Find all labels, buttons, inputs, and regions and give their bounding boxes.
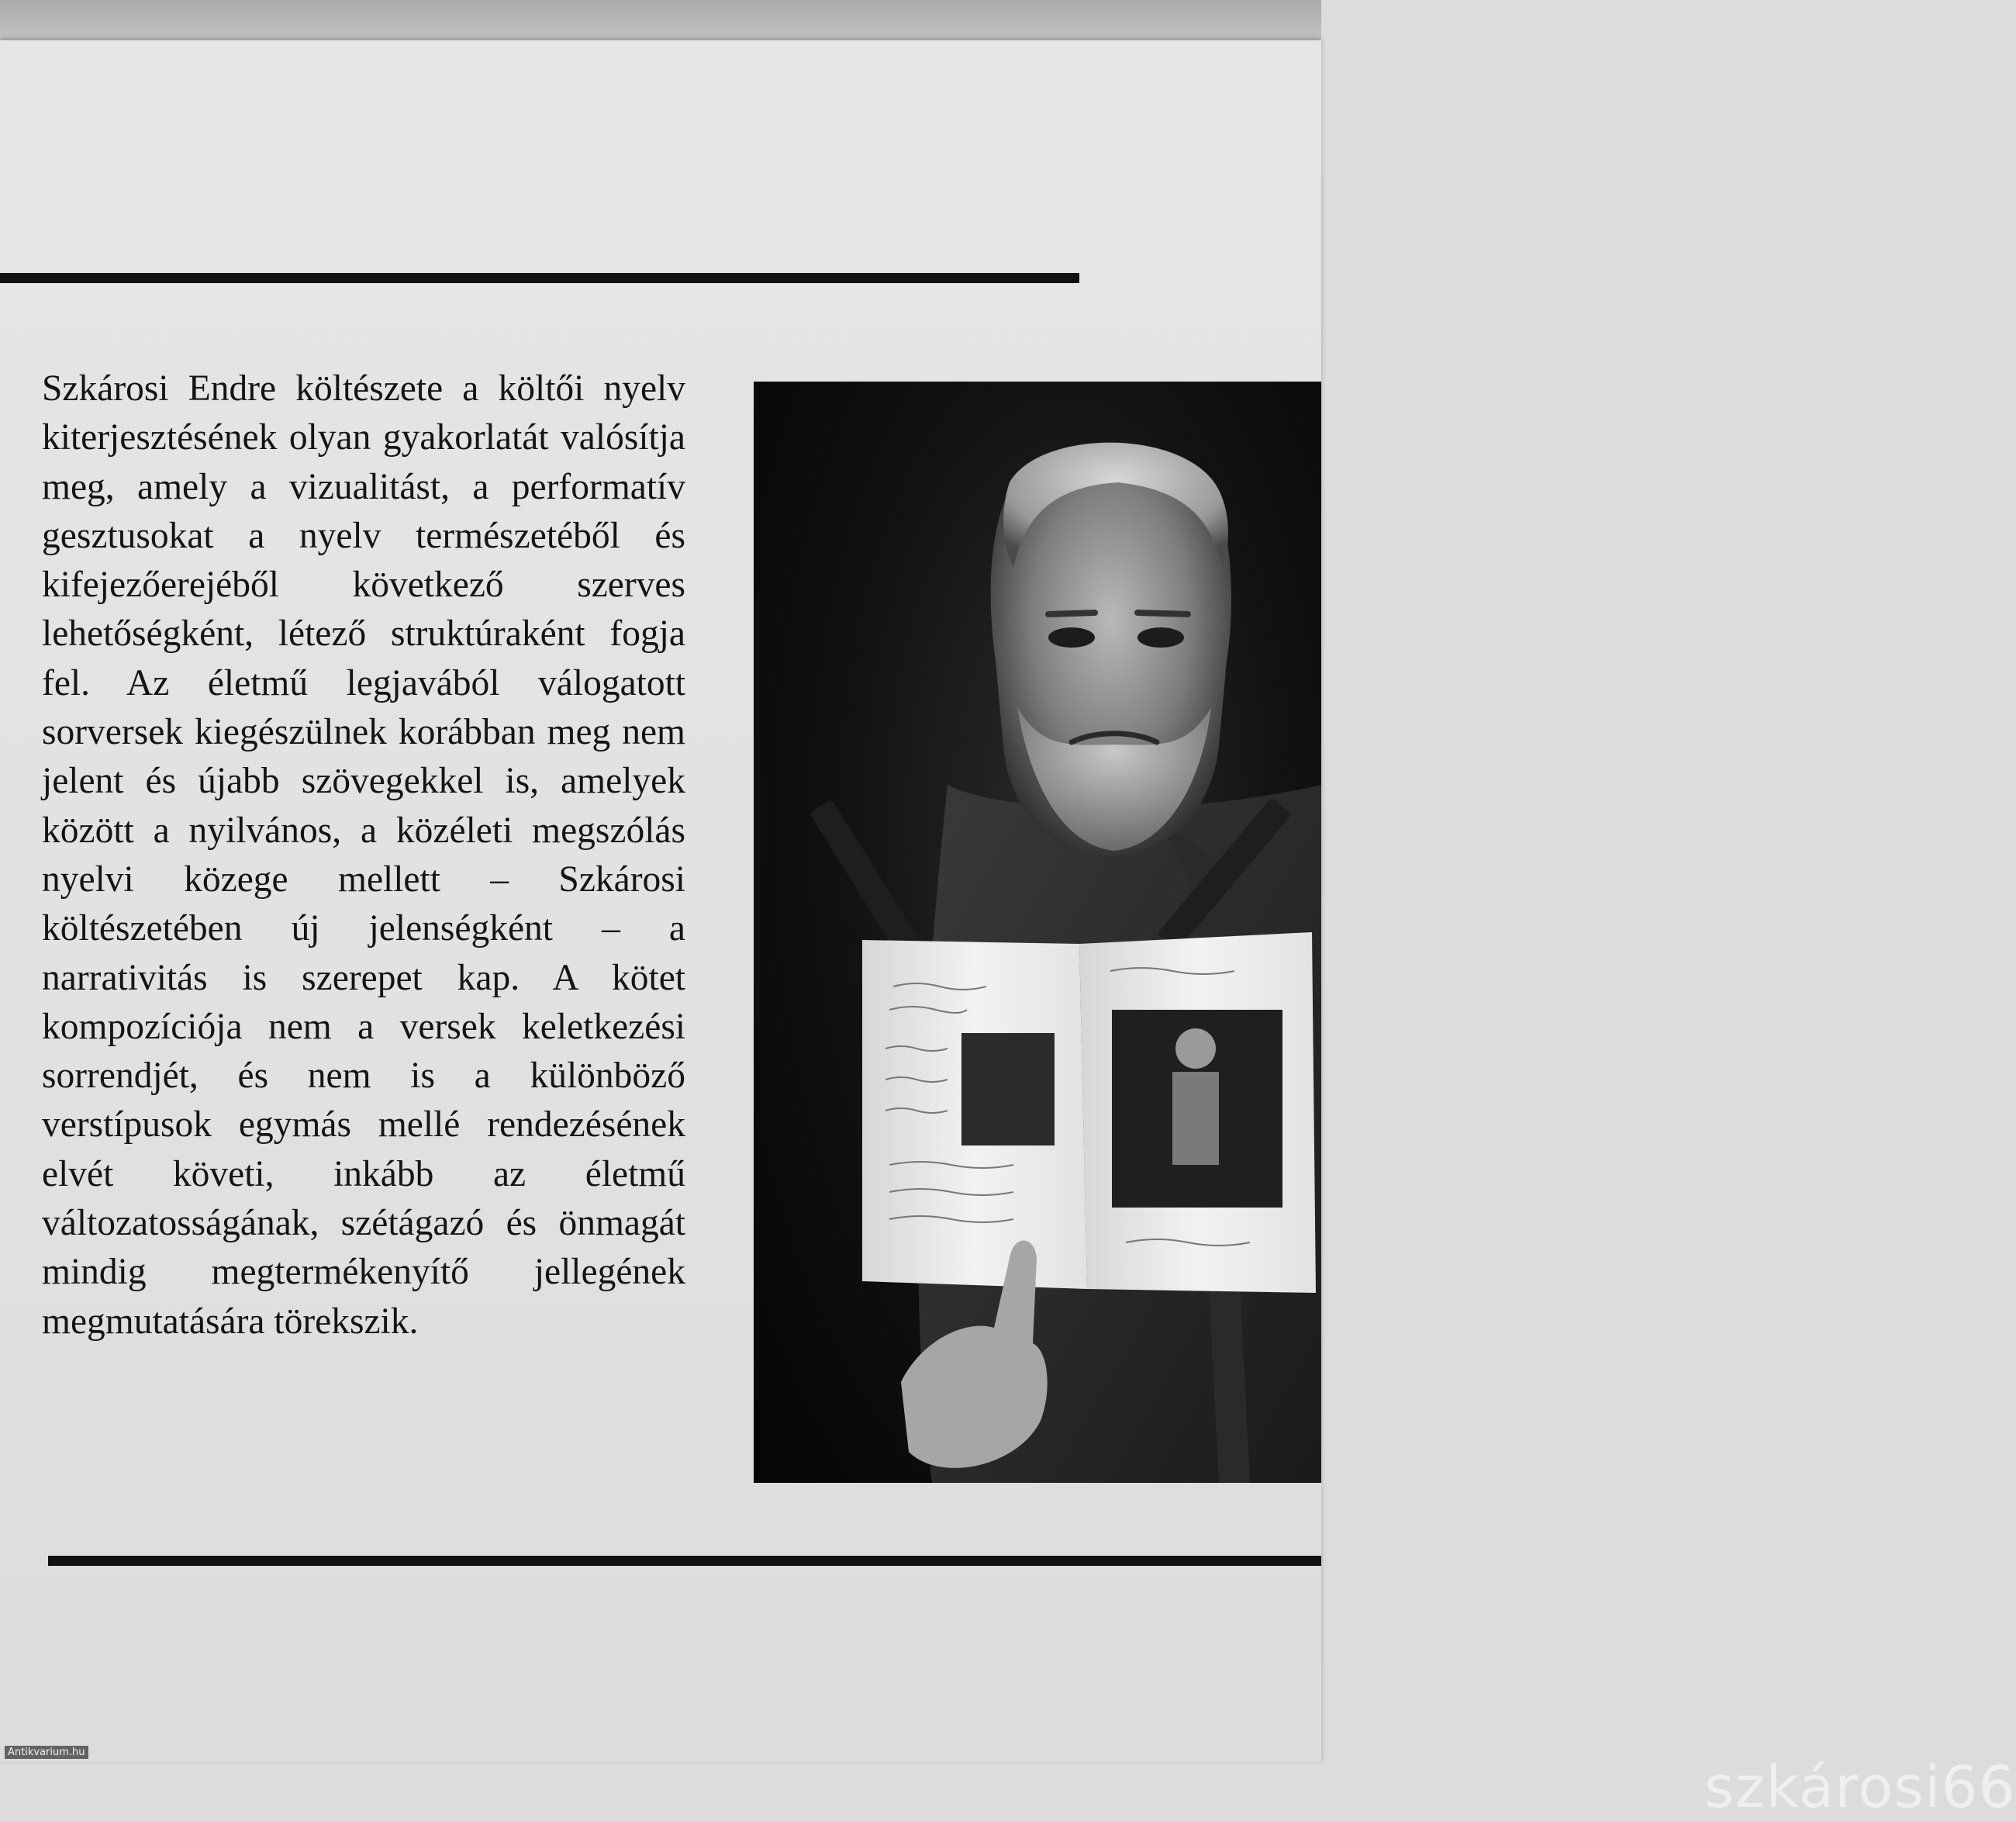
bottom-rule	[48, 1556, 1321, 1566]
author-portrait-illustration	[754, 382, 1321, 1483]
author-face	[991, 443, 1231, 856]
open-book	[862, 932, 1316, 1293]
book-photo-left	[961, 1033, 1055, 1145]
cover-title: szkárosi66	[1704, 1754, 2016, 1821]
blurb-paragraph: Szkárosi Endre költészete a költői nyelv kiterjesztésének olyan gyakorlatát valósítja meg, amely a vizualitást, a performatív gesztusokat a nyelv természetéből és kifejezőerejéből következő szerves lehetőségként, létező struktúraként fogja fel. Az életmű legjavából válogatott sorversek kiegészülnek korábban meg nem jelent és újabb szövegekkel is, amelyek között a nyilvános, a közéleti megszólás nyelvi közege mellett – Szkárosi költészetében új jelenségként – a narrativitás is szerepet kap. A kötet kompozíciója nem a versek keletkezési sorrendjét, és nem is a különböző verstípusok egymás mellé rendezésének elvét követi, inkább az életmű változatosságának, szétágazó és önmagát mindig megtermékenyítő jellegének megmutatására törekszik.	[42, 368, 685, 1342]
top-rule	[0, 273, 1079, 283]
watermark: Antikvarium.hu	[5, 1746, 88, 1759]
blurb-text	[42, 365, 685, 1346]
background-wall	[0, 0, 1321, 43]
author-photo	[754, 382, 2016, 1821]
book-back-cover	[0, 40, 2016, 1821]
